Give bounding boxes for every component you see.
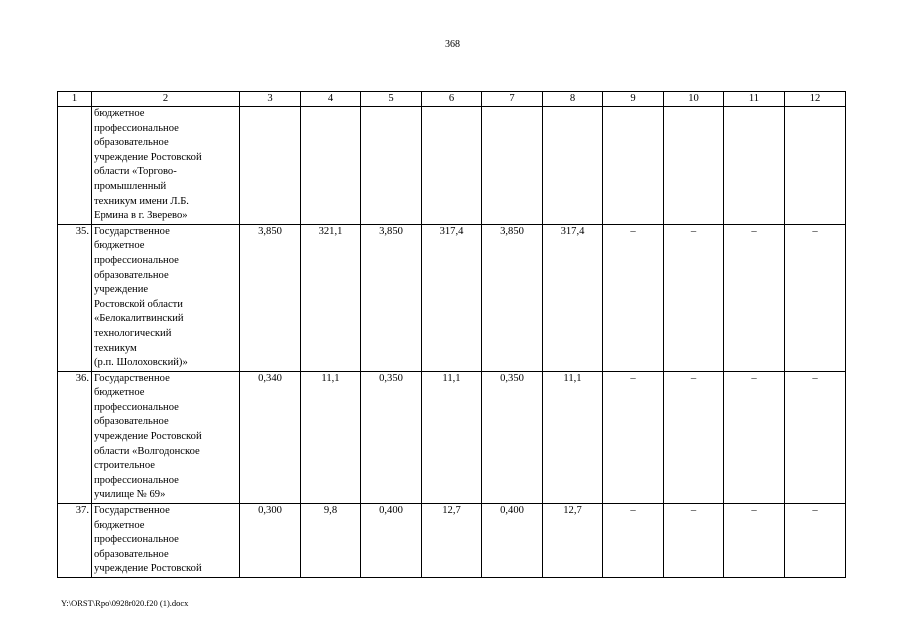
value-cell-col-12: – — [785, 224, 846, 371]
institution-name-line: учреждение Ростовской — [94, 431, 202, 443]
institution-name-line: Ростовской области — [94, 298, 183, 310]
value-cell-col-4 — [301, 107, 361, 225]
value-cell-col-8: 12,7 — [543, 504, 603, 578]
table-row — [58, 224, 846, 371]
header-cell-11: 11 — [724, 92, 785, 107]
institution-name-line: строительное — [94, 460, 155, 472]
institution-name-line: Ермина в г. Зверево» — [94, 210, 188, 222]
header-row — [58, 92, 846, 107]
institution-name-line: (р.п. Шолоховский)» — [94, 357, 188, 369]
value-cell-col-5: 0,350 — [361, 371, 422, 503]
table-body — [58, 107, 846, 578]
header-cell-12: 12 — [785, 92, 846, 107]
value-cell-col-7: 3,850 — [482, 224, 543, 371]
value-cell-col-8 — [543, 107, 603, 225]
institution-name-line: техникум имени Л.Б. — [94, 195, 189, 207]
institution-name-line: образовательное — [94, 137, 169, 149]
table-row — [58, 371, 846, 503]
row-number: 36. — [58, 371, 92, 503]
value-cell-col-6: 317,4 — [422, 224, 482, 371]
value-cell-col-12: – — [785, 371, 846, 503]
header-cell-1: 1 — [58, 92, 92, 107]
institution-name-line: техникум — [94, 342, 137, 354]
institution-name-line: училище № 69» — [94, 489, 166, 501]
institution-name-line: Государственное — [94, 225, 170, 237]
value-cell-col-8: 317,4 — [543, 224, 603, 371]
institution-name-line: промышленный — [94, 180, 167, 192]
header-cell-8: 8 — [543, 92, 603, 107]
row-number — [58, 107, 92, 225]
value-cell-col-7 — [482, 107, 543, 225]
institution-name-line: профессиональное — [94, 254, 179, 266]
header-cell-6: 6 — [422, 92, 482, 107]
value-cell-col-9: – — [603, 371, 664, 503]
value-cell-col-9 — [603, 107, 664, 225]
value-cell-col-12 — [785, 107, 846, 225]
table-row — [58, 504, 846, 578]
file-path-footer: Y:\ORST\Rpo\0928r020.f20 (1).docx — [61, 598, 189, 608]
header-cell-9: 9 — [603, 92, 664, 107]
institution-name-line: бюджетное — [94, 108, 145, 119]
header-cell-7: 7 — [482, 92, 543, 107]
value-cell-col-7: 0,350 — [482, 371, 543, 503]
value-cell-col-7: 0,400 — [482, 504, 543, 578]
institution-name-line: профессиональное — [94, 401, 179, 413]
value-cell-col-4: 11,1 — [301, 371, 361, 503]
header-cell-10: 10 — [664, 92, 724, 107]
page-number: 368 — [445, 39, 460, 50]
row-number: 35. — [58, 224, 92, 371]
institution-name-line: «Белокалитвинский — [94, 313, 184, 325]
value-cell-col-11: – — [724, 371, 785, 503]
institution-name-line: образовательное — [94, 269, 169, 281]
value-cell-col-6: 12,7 — [422, 504, 482, 578]
institution-name-line: технологический — [94, 327, 172, 339]
institution-name — [92, 224, 240, 371]
header-cell-5: 5 — [361, 92, 422, 107]
value-cell-col-8: 11,1 — [543, 371, 603, 503]
value-cell-col-11: – — [724, 224, 785, 371]
value-cell-col-9: – — [603, 504, 664, 578]
institution-name-line: учреждение — [94, 284, 149, 296]
value-cell-col-5: 0,400 — [361, 504, 422, 578]
header-cell-4: 4 — [301, 92, 361, 107]
value-cell-col-11: – — [724, 504, 785, 578]
header-cell-2: 2 — [92, 92, 240, 107]
institution-name-line: области «Торгово- — [94, 166, 177, 178]
table-row — [58, 107, 846, 225]
value-cell-col-3 — [240, 107, 301, 225]
value-cell-col-3: 3,850 — [240, 224, 301, 371]
value-cell-col-10: – — [664, 371, 724, 503]
institution-name-line: Государственное — [94, 372, 170, 384]
value-cell-col-4: 9,8 — [301, 504, 361, 578]
header-cell-3: 3 — [240, 92, 301, 107]
value-cell-col-9: – — [603, 224, 664, 371]
value-cell-col-10 — [664, 107, 724, 225]
institution-name-line: Государственное — [94, 505, 170, 517]
value-cell-col-3: 0,340 — [240, 371, 301, 503]
institution-name-line: бюджетное — [94, 240, 145, 252]
institution-name-line: образовательное — [94, 548, 169, 560]
institution-name-line: образовательное — [94, 416, 169, 428]
institution-name — [92, 504, 240, 578]
value-cell-col-10: – — [664, 504, 724, 578]
data-table — [57, 91, 846, 578]
value-cell-col-6 — [422, 107, 482, 225]
value-cell-col-11 — [724, 107, 785, 225]
institution-name-line: профессиональное — [94, 122, 179, 134]
institution-name-line: области «Волгодонское — [94, 445, 200, 457]
institution-name-line: учреждение Ростовской — [94, 151, 202, 163]
institution-name — [92, 107, 240, 225]
value-cell-col-12: – — [785, 504, 846, 578]
institution-name-line: учреждение Ростовской — [94, 563, 202, 575]
institution-name — [92, 371, 240, 503]
value-cell-col-4: 321,1 — [301, 224, 361, 371]
row-number: 37. — [58, 504, 92, 578]
value-cell-col-5: 3,850 — [361, 224, 422, 371]
value-cell-col-6: 11,1 — [422, 371, 482, 503]
value-cell-col-10: – — [664, 224, 724, 371]
institution-name-line: профессиональное — [94, 534, 179, 546]
institution-name-line: бюджетное — [94, 387, 145, 399]
institution-name-line: бюджетное — [94, 519, 145, 531]
value-cell-col-3: 0,300 — [240, 504, 301, 578]
institution-name-line: профессиональное — [94, 474, 179, 486]
value-cell-col-5 — [361, 107, 422, 225]
